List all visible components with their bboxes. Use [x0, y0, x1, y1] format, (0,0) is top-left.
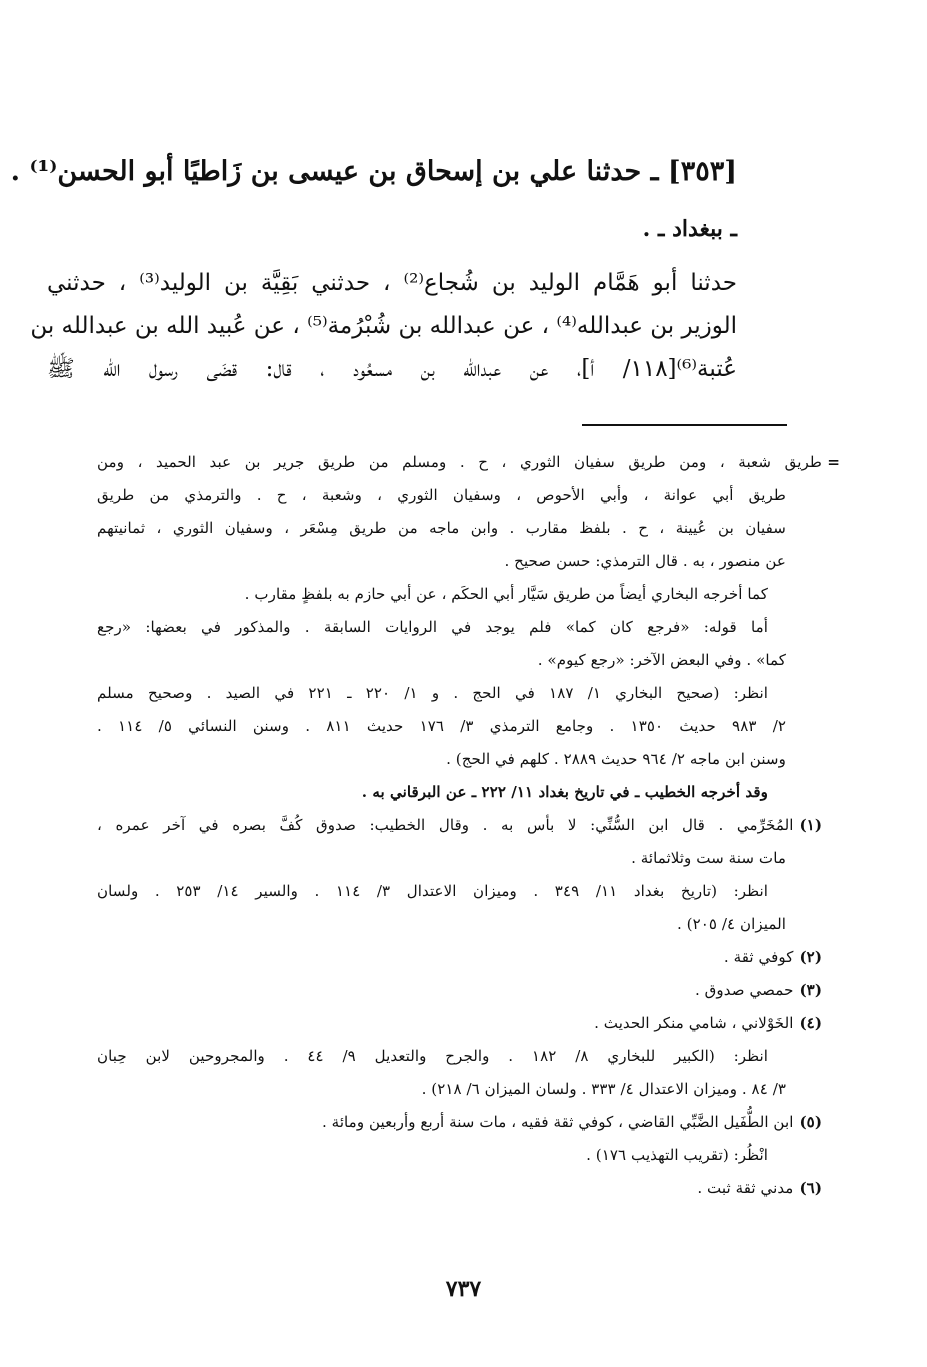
footnote-6 — [97, 1172, 822, 1205]
footnote-text: حمصي صدوق . — [694, 981, 794, 999]
footnote-4 — [97, 1007, 822, 1040]
hadith-place: ـ ببغداد ـ . — [642, 216, 737, 242]
footnote-line: وقد أخرجه الخطيب ـ في تاريخ بغداد ١١/ ٢٢٢ ـ عن البرقاني به . — [361, 783, 768, 801]
footnote-number: (١) — [799, 816, 822, 834]
footnote-line: انظر: (تاريخ بغداد ١١/ ٣٤٩ . وميزان الاعتدال ٣/ ١١٤ . والسير ١٤/ ٢٥٣ . ولسان — [97, 882, 768, 900]
footnote-line: انظر: (الكبير للبخاري ٨/ ١٨٢ . والجرح والتعديل ٩/ ٤٤ . والمجروحين لابن حِبان — [97, 1047, 768, 1065]
hadith-heading: [٣٥٣] ـ حدثنا علي بن إسحاق بن عيسى بن زَاطيًا أبو الحسن⁽¹⁾ . — [10, 156, 737, 187]
footnote-number: (٣) — [799, 981, 822, 999]
footnote-line: طريق أبي عوانة ، وأبي الأحوص ، وسفيان الثوري ، وشعبة ، ح . والترمذي من طريق — [97, 486, 786, 504]
footnote-number: (٦) — [799, 1179, 822, 1197]
footnote-line: طريق شعبة ، ومن طريق سفيان الثوري ، ح . ومسلم من طريق جرير بن عبد الحميد ، ومن — [97, 453, 822, 471]
footnotes — [97, 446, 840, 1205]
footnote-text: مدني ثقة ثبت . — [697, 1179, 794, 1197]
hadith-line: عُتبة⁽⁶⁾[١١٨/ أ]، عن عبدالله بن مسعُود ، قال: قضَى رسول الله ﷺ — [47, 356, 737, 382]
footnote-2 — [97, 941, 822, 974]
hadith-line: الوزير بن عبدالله⁽⁴⁾ ، عن عبدالله بن شُبْرُمة⁽⁵⁾ ، عن عُبيد الله بن عبدالله بن — [30, 313, 737, 339]
footnote-line: ٢/ ٩٨٣ حديث ١٣٥٠ . وجامع الترمذي ٣/ ١٧٦ حديث ٨١١ . وسنن النسائي ٥/ ١١٤ . — [97, 717, 787, 735]
footnote-separator — [582, 424, 787, 426]
footnote-3 — [97, 974, 822, 1007]
footnote-text: ابن الطُّفَيل الضَّبِّي القاضي ، كوفي ثقة فقيه ، مات سنة أربع وأربعين ومائة . — [322, 1113, 794, 1131]
footnote-line: الميزان ٤/ ٢٠٥) . — [677, 915, 786, 933]
footnote-line: وسنن ابن ماجه ٢/ ٩٦٤ حديث ٢٨٨٩ . كلهم في الحج) . — [446, 750, 786, 768]
footnote-5 — [97, 1106, 822, 1139]
hadith-text — [30, 262, 737, 391]
footnote-line: انْظُر: (تقريب التهذيب ١٧٦) . — [586, 1146, 768, 1164]
footnote-number: (٥) — [799, 1113, 822, 1131]
footnote-line: انظر: (صحيح البخاري ١/ ١٨٧ في الحج . و ١/ ٢٢٠ ـ ٢٢١ في الصيد . وصحيح مسلم — [97, 684, 769, 702]
hadith-line: حدثنا أبو هَمَّام الوليد بن شُجاع⁽²⁾ ، حدثني بَقِيَّة بن الوليد⁽³⁾ ، حدثني — [47, 270, 737, 296]
footnote-line: كما» . وفي البعض الآخر: «رجع كيوم» . — [537, 651, 786, 669]
footnote-number: (٢) — [799, 948, 822, 966]
footnote-line: سفيان بن عُيينة ، ح . بلفظ مقارب . وابن ماجه من طريق مِسْعَر ، وسفيان الثوري ، ثمانيتهم — [97, 519, 786, 537]
footnote-text: الخَوْلاني ، شامي منكر الحديث . — [594, 1014, 794, 1032]
footnote-line: مات سنة ست وثلاثمائة . — [631, 849, 786, 867]
footnote-line: عن منصور ، به . قال الترمذي: حسن صحيح . — [504, 552, 786, 570]
footnote-number: (٤) — [799, 1014, 822, 1032]
footnote-text: كوفي ثقة . — [723, 948, 794, 966]
page-number: ٧٣٧ — [445, 1276, 482, 1302]
footnote-1 — [97, 809, 822, 842]
footnote-line: كما أخرجه البخاري أيضاً من طريق سَيَّار أبي الحكَم ، عن أبي حازم به بلفظٍ مقارب . — [244, 585, 768, 603]
continuation-mark: = — [827, 453, 840, 471]
footnote-line: أما قوله: «فرجع كان كما» فلم يوجد في الروايات السابقة . والمذكور في بعضها: «رجع — [97, 618, 768, 636]
footnote-line: ٣/ ٨٤ . وميزان الاعتدال ٤/ ٣٣٣ . ولسان الميزان ٦/ ٢١٨) . — [421, 1080, 786, 1098]
footnote-text: المُخَرِّمي . قال ابن السُّنِّي: لا بأس به . وقال الخطيب: صدوق كُفَّ بصره في آخر عمره ، — [97, 816, 794, 834]
